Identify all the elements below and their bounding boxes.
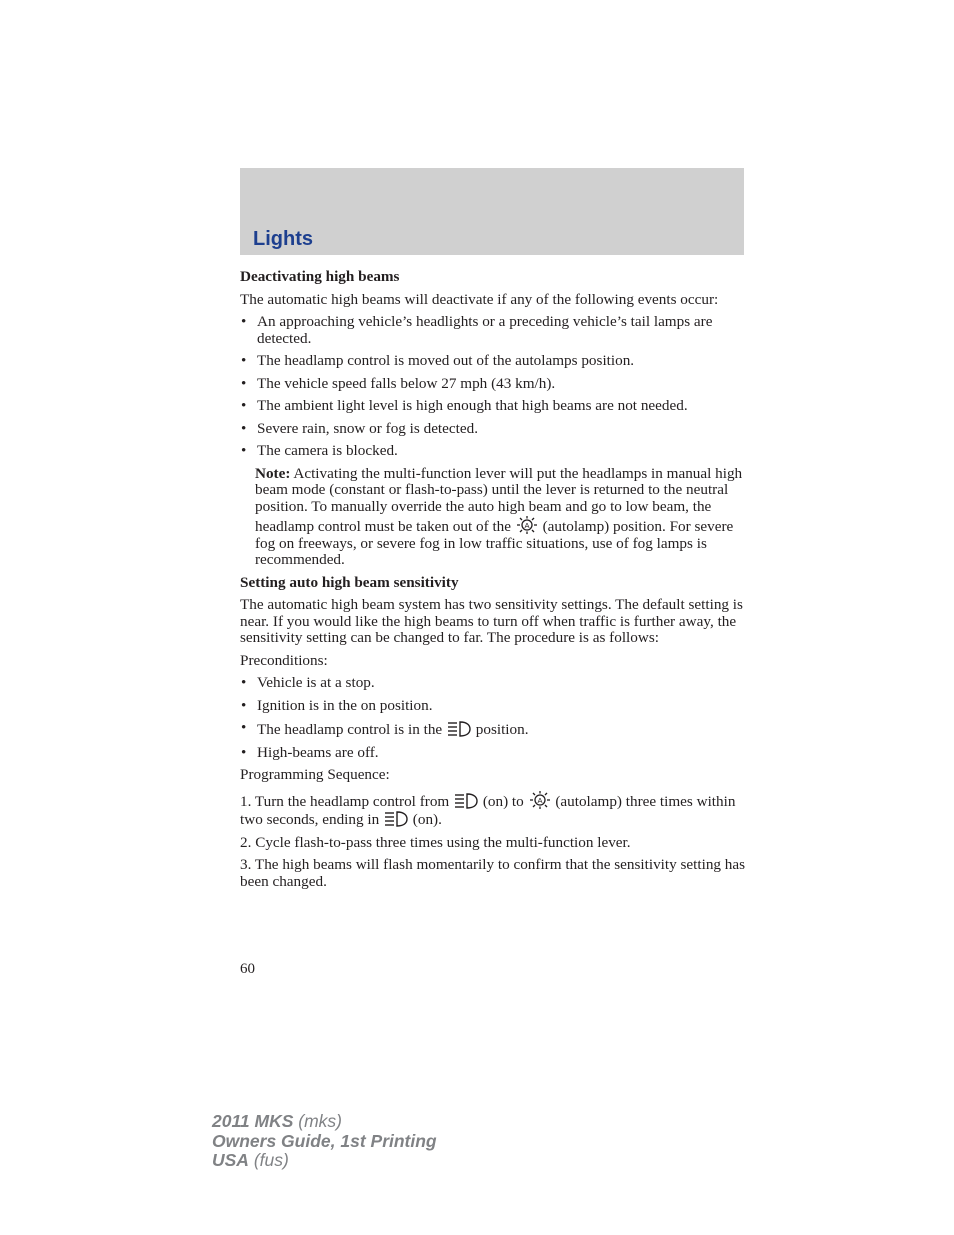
footer-market-code: (fus): [248, 1150, 289, 1170]
programming-label: Programming Sequence:: [240, 766, 390, 783]
list-item: • Ignition is in the on position.: [240, 698, 746, 715]
headlamp-on-icon: [453, 792, 479, 810]
headlamp-on-icon: [383, 810, 409, 828]
footer-imprint: [212, 1112, 437, 1171]
list-item: • Vehicle is at a stop.: [240, 675, 746, 692]
section-title: Lights: [253, 228, 313, 250]
headlamp-on-icon: [446, 720, 472, 738]
list-item: • An approaching vehicle’s headlights or a preceding vehicle’s tail lamps are detected.: [240, 314, 746, 347]
footer-line-2: Owners Guide, 1st Printing: [212, 1130, 437, 1151]
list-item: • Severe rain, snow or fog is detected.: [240, 421, 746, 438]
step-1-text: (autolamp) three times within two seconds, ending in: [240, 792, 736, 828]
footer-model-code: (mks): [293, 1111, 342, 1131]
step-1: [240, 790, 746, 829]
list-item: [240, 720, 746, 739]
list-item: • The vehicle speed falls below 27 mph (43 km/h).: [240, 376, 746, 393]
deactivation-list: [240, 314, 746, 460]
step-2: 2. Cycle flash-to-pass three times using the multi-function lever.: [240, 833, 631, 851]
footer-model: 2011 MKS: [212, 1111, 294, 1131]
svg-text:A: A: [524, 521, 530, 530]
list-item: • The camera is blocked.: [240, 443, 746, 460]
footer-line-1: [212, 1112, 437, 1132]
step-3: 3. The high beams will flash momentarily to confirm that the sensitivity setting has been changed.: [240, 856, 746, 890]
preconditions-label: Preconditions:: [240, 651, 328, 669]
note-label: Note:: [255, 464, 291, 482]
autolamp-icon: [515, 515, 539, 535]
footer-market: USA: [212, 1150, 249, 1170]
list-item: • The ambient light level is high enough that high beams are not needed.: [240, 398, 746, 415]
paragraph-intro: The automatic high beams will deactivate if any of the following events occur:: [240, 290, 719, 308]
list-item-text: position.: [471, 721, 529, 738]
autolamp-icon: [528, 790, 552, 810]
footer-line-3: [212, 1151, 437, 1171]
preconditions-list: [240, 675, 746, 761]
note-paragraph: [255, 466, 746, 569]
subheading-deactivating: Deactivating high beams: [240, 268, 400, 285]
note-text-cont: (autolamp) position. For severe fog on freeways, or severe fog in low traffic situations, use of fog lamps is recommended.: [255, 518, 734, 568]
list-item: • High-beams are off.: [240, 745, 746, 762]
page-content: [240, 266, 746, 896]
subheading-sensitivity: Setting auto high beam sensitivity: [240, 573, 459, 591]
paragraph-sensitivity: The automatic high beam system has two sensitivity settings. The default setting is near. If you would like the high beams to turn off when traffic is further away, the sensitivity setting can be changed to far. The procedure is as follows:: [240, 596, 743, 646]
step-1-text: (on).: [409, 811, 442, 828]
note-text: Activating the multi-function lever will put the headlamps in manual high beam mode (constant or flash-to-pass) until the lever is returned to the neutral position. To manually override the auto high beam and go to low beam, the headlamp control must be taken out of the: [255, 464, 743, 535]
list-item-text: The headlamp control is in the: [257, 721, 446, 738]
list-item: • The headlamp control is moved out of the autolamps position.: [240, 353, 746, 370]
svg-text:A: A: [537, 795, 543, 805]
page-number: 60: [240, 961, 255, 977]
section-header-band: [240, 168, 744, 255]
step-1-text: (on) to: [479, 792, 528, 810]
step-1-text: 1. Turn the headlamp control from: [240, 792, 454, 810]
